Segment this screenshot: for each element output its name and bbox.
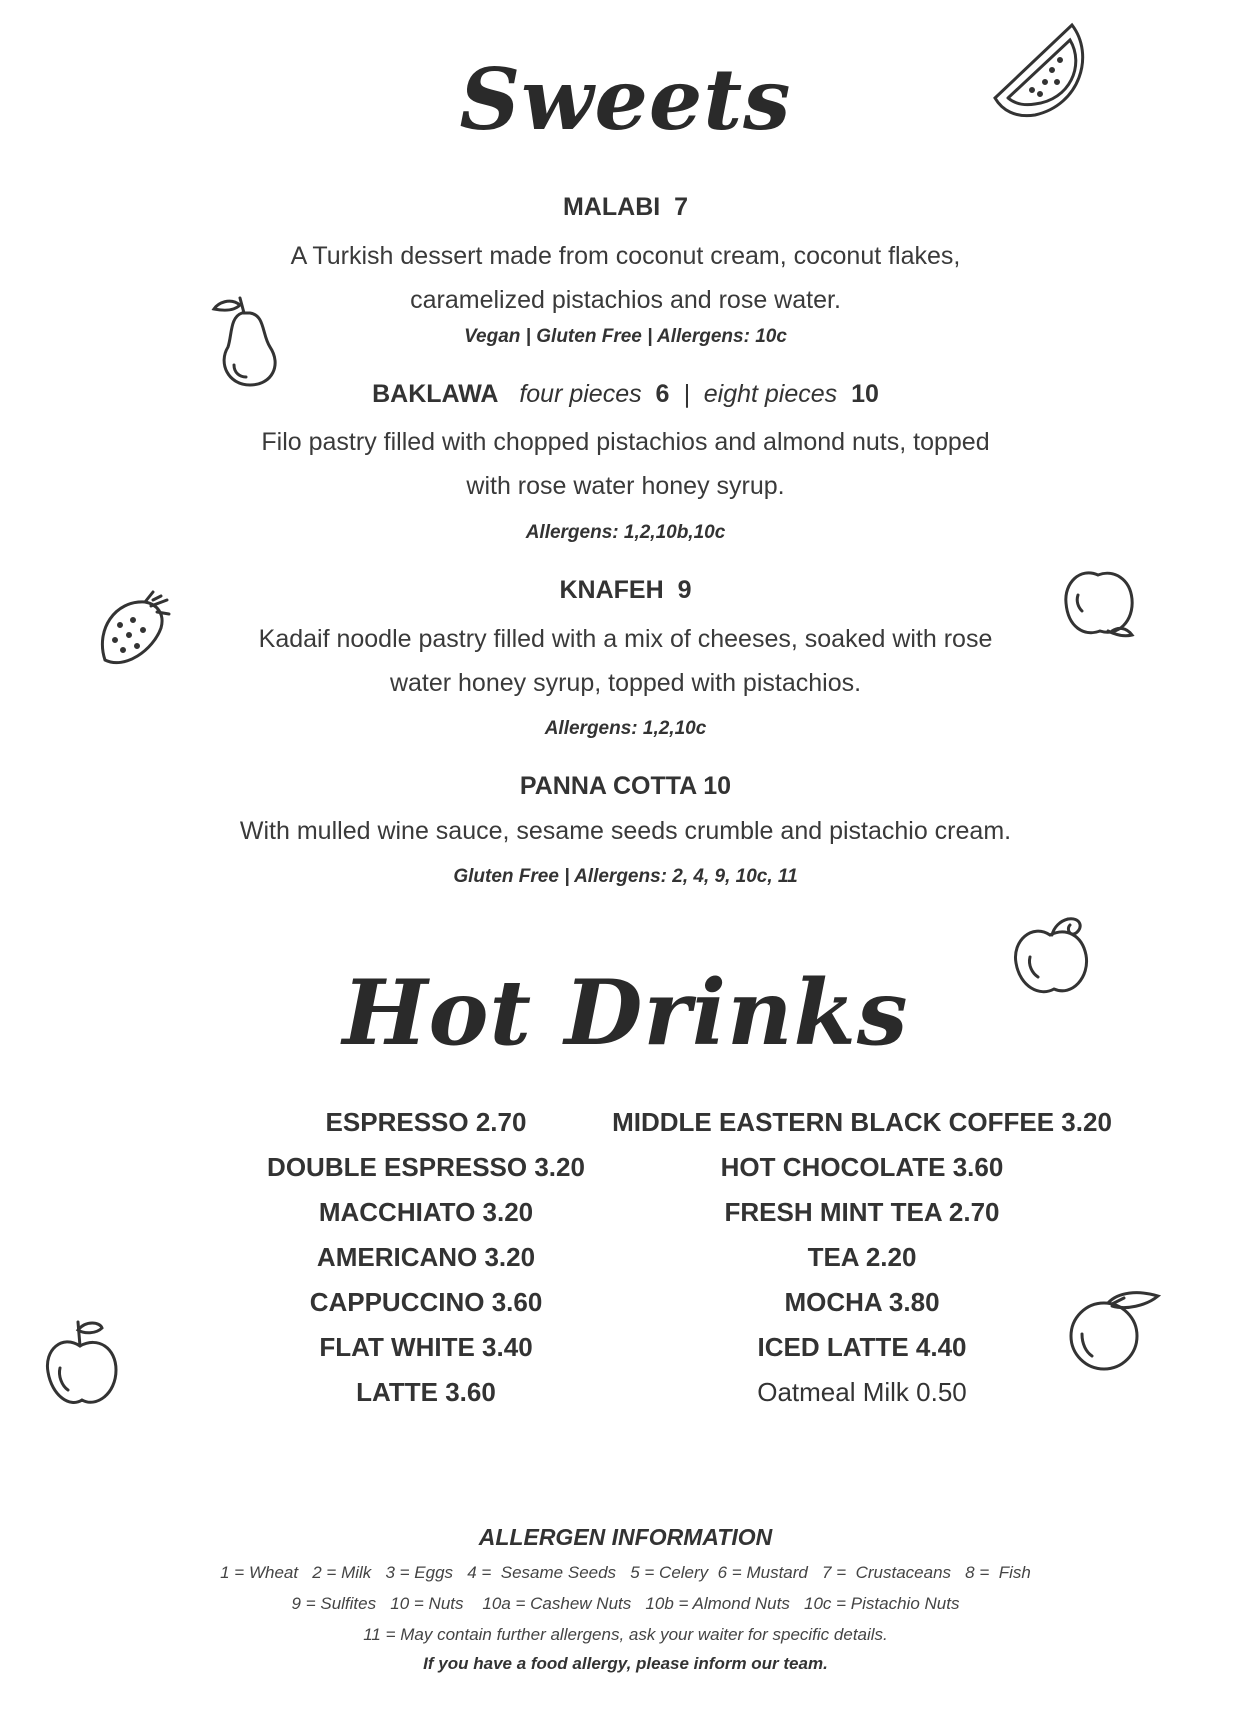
knafeh-label: KNAFEH <box>559 576 664 604</box>
drink-item: ESPRESSO 2.70 <box>325 1107 527 1137</box>
allergen-line-3: 11 = May contain further allergens, ask your waiter for specific details. <box>363 1625 888 1644</box>
malabi-description <box>200 234 1051 322</box>
sweets-title: Sweets <box>459 50 792 149</box>
drink-item: AMERICANO 3.20 <box>316 1242 536 1272</box>
baklawa-desc-line1: Filo pastry filled with chopped pistachios and almond nuts, topped <box>261 428 990 456</box>
drink-item: LATTE 3.60 <box>356 1377 496 1407</box>
drink-item: MOCHA 3.80 <box>784 1287 940 1317</box>
baklawa-tags: Allergens: 1,2,10b,10c <box>525 522 726 543</box>
malabi-tags: Vegan | Gluten Free | Allergens: 10c <box>464 326 787 347</box>
baklawa-price-four: 6 <box>655 380 670 408</box>
allergen-line-2: 9 = Sulfites 10 = Nuts 10a = Cashew Nuts 10b = Almond Nuts 10c = Pistachio Nuts <box>291 1594 960 1613</box>
malabi-name <box>0 193 1251 222</box>
panna-cotta-tags: Gluten Free | Allergens: 2, 4, 9, 10c, 11 <box>453 866 798 887</box>
malabi-desc-line1: A Turkish dessert made from coconut cream, coconut flakes, <box>290 242 961 270</box>
drink-item: TEA 2.20 <box>807 1242 917 1272</box>
hot-drinks-right-column <box>612 1100 1112 1415</box>
drink-item: MIDDLE EASTERN BLACK COFFEE 3.20 <box>612 1107 1112 1137</box>
orange-icon <box>1068 1288 1168 1378</box>
malabi-desc-line2: caramelized pistachios and rose water. <box>410 286 841 314</box>
drink-item: DOUBLE ESPRESSO 3.20 <box>267 1152 585 1182</box>
malabi-label: MALABI <box>562 193 661 221</box>
knafeh-price: 9 <box>677 576 692 604</box>
apple-icon <box>42 1310 122 1410</box>
knafeh-description <box>200 617 1051 705</box>
allergen-heading: ALLERGEN INFORMATION <box>478 1524 773 1550</box>
panna-cotta-description <box>150 809 1101 853</box>
baklawa-separator: | <box>683 380 690 408</box>
allergy-notice: If you have a food allergy, please inform our team. <box>423 1654 828 1673</box>
panna-cotta-price: 10 <box>703 772 732 800</box>
drink-item: MACCHIATO 3.20 <box>318 1197 534 1227</box>
apple-icon <box>1060 565 1140 650</box>
drink-item: CAPPUCCINO 3.60 <box>309 1287 543 1317</box>
panna-cotta-desc-line1: With mulled wine sauce, sesame seeds crumble and pistachio cream. <box>239 817 1012 845</box>
drink-item: ICED LATTE 4.40 <box>757 1332 967 1362</box>
hot-drinks-left-column <box>226 1100 626 1415</box>
drink-item-addon: Oatmeal Milk 0.50 <box>757 1377 967 1407</box>
knafeh-desc-line2: water honey syrup, topped with pistachios. <box>389 669 862 697</box>
drink-item: FLAT WHITE 3.40 <box>319 1332 533 1362</box>
watermelon-icon <box>990 20 1090 120</box>
baklawa-option-eight: eight pieces <box>703 380 838 408</box>
baklawa-name <box>0 380 1251 409</box>
panna-cotta-label: PANNA COTTA <box>519 772 697 800</box>
malabi-price: 7 <box>674 193 689 221</box>
drink-item: HOT CHOCOLATE 3.60 <box>720 1152 1004 1182</box>
apple-icon <box>1010 915 1095 1005</box>
baklawa-desc-line2: with rose water honey syrup. <box>466 472 785 500</box>
baklawa-option-four: four pieces <box>519 380 642 408</box>
panna-cotta-name <box>0 772 1251 801</box>
strawberry-icon <box>95 590 175 670</box>
knafeh-tags: Allergens: 1,2,10c <box>544 718 707 739</box>
baklawa-label: BAKLAWA <box>372 380 499 408</box>
hot-drinks-title: Hot Drinks <box>342 960 909 1066</box>
baklawa-price-eight: 10 <box>851 380 879 408</box>
baklawa-description <box>200 420 1051 508</box>
allergen-line-1: 1 = Wheat 2 = Milk 3 = Eggs 4 = Sesame Seeds 5 = Celery 6 = Mustard 7 = Crustaceans 8 = Fish <box>220 1563 1031 1582</box>
drink-item: FRESH MINT TEA 2.70 <box>724 1197 1000 1227</box>
pear-icon <box>210 295 295 390</box>
knafeh-desc-line1: Kadaif noodle pastry filled with a mix of cheeses, soaked with rose <box>258 625 993 653</box>
